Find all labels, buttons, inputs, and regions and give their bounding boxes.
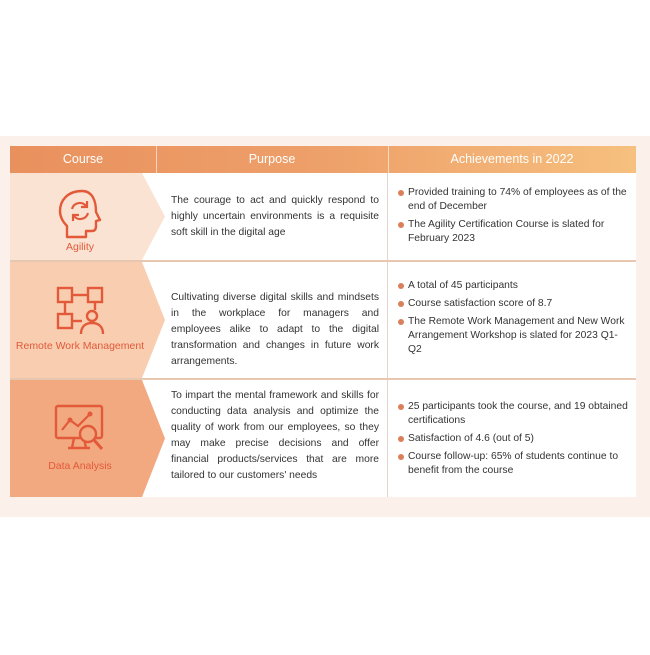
training-courses-table	[10, 146, 636, 497]
achievement-item: 25 participants took the course, and 19 obtained certifications	[398, 400, 630, 428]
achievement-item: Provided training to 74% of employees as of the end of December	[398, 186, 630, 214]
header-purpose: Purpose	[248, 152, 296, 166]
column-divider	[387, 262, 388, 378]
course-cell	[10, 262, 174, 378]
achievements-list	[398, 186, 630, 250]
achievement-item: The Agility Certification Course is slated for February 2023	[398, 218, 630, 246]
monitor-analysis-icon	[52, 400, 108, 456]
achievements-list	[398, 279, 630, 361]
achievement-item: Satisfaction of 4.6 (out of 5)	[398, 432, 630, 446]
course-name: Data Analysis	[48, 460, 112, 472]
achievement-item: Course satisfaction score of 8.7	[398, 297, 630, 311]
achievement-item: The Remote Work Management and New Work Arrangement Workshop is slated for 2023 Q1-Q2	[398, 315, 630, 357]
course-name: Remote Work Management	[15, 340, 145, 352]
table-header	[10, 146, 636, 173]
header-achievements: Achievements in 2022	[450, 152, 574, 166]
column-divider	[387, 380, 388, 497]
course-cell	[10, 380, 174, 497]
header-course: Course	[62, 152, 104, 166]
remote-network-icon	[52, 282, 108, 338]
head-refresh-icon	[52, 185, 108, 241]
course-cell	[10, 173, 174, 260]
purpose-text: To impart the mental framework and skills for conducting data analysis and optimize the quality of work from our employees, so they may make precise decisions and offer financial products/services that are more tailored to our customers' needs	[171, 390, 379, 481]
table-row-agility	[10, 173, 636, 260]
purpose-text: The courage to act and quickly respond to highly uncertain environments is a requisite soft skill in the digital age	[171, 195, 379, 238]
achievement-item: A total of 45 participants	[398, 279, 630, 293]
purpose-text: Cultivating diverse digital skills and mindsets in the workplace for managers and employees alike to adapt to the digital transformation and changes in future work arrangements.	[171, 292, 379, 367]
achievements-list	[398, 400, 630, 482]
course-name: Agility	[65, 241, 94, 253]
achievement-item: Course follow-up: 65% of students continue to benefit from the course	[398, 450, 630, 478]
table-row-remote-work	[10, 262, 636, 378]
column-divider	[387, 173, 388, 260]
table-row-data-analysis	[10, 380, 636, 497]
